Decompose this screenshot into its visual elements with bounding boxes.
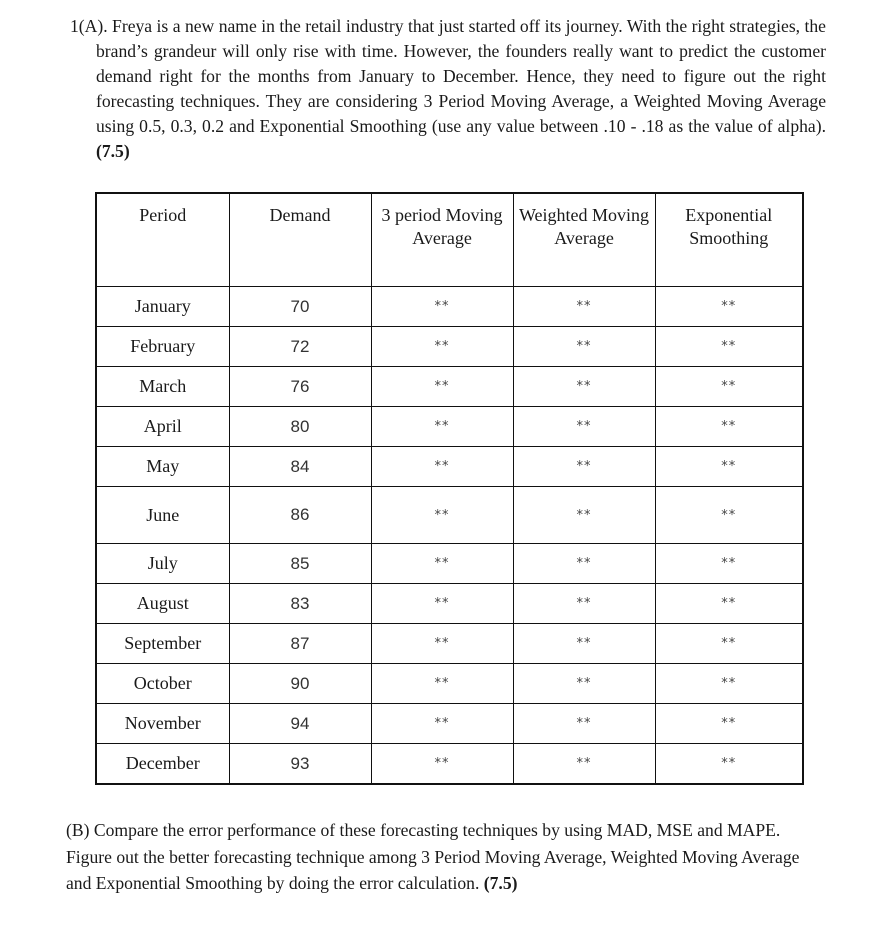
demand-cell: 72 [229, 327, 371, 367]
table-row [96, 664, 803, 704]
exponential-smoothing-cell: ** [655, 447, 803, 487]
question-a-body: 1(A). Freya is a new name in the retail industry that just started off its journey. With the right strategies, the brand’s grandeur will only rise with time. However, the founders really want to predict the customer demand right for the months from January to December. Hence, they need to figure out the right forecasting techniques. They are considering 3 Period Moving Average, a Weighted Moving Average using 0.5, 0.3, 0.2 and Exponential Smoothing (use any value between .10 - .18 as the value of alpha). [70, 16, 826, 136]
table-row [96, 624, 803, 664]
question-b-text [66, 817, 806, 897]
weighted-moving-average-cell: ** [513, 367, 655, 407]
table-row [96, 327, 803, 367]
table-row [96, 447, 803, 487]
weighted-moving-average-cell: ** [513, 487, 655, 544]
exponential-smoothing-cell: ** [655, 704, 803, 744]
moving-average-cell: ** [371, 287, 513, 327]
header-period: Period [96, 193, 229, 287]
period-cell: June [96, 487, 229, 544]
table-row [96, 287, 803, 327]
moving-average-cell: ** [371, 744, 513, 785]
weighted-moving-average-cell: ** [513, 447, 655, 487]
exponential-smoothing-cell: ** [655, 584, 803, 624]
period-cell: September [96, 624, 229, 664]
period-cell: December [96, 744, 229, 785]
weighted-moving-average-cell: ** [513, 287, 655, 327]
exponential-smoothing-cell: ** [655, 287, 803, 327]
period-cell: March [96, 367, 229, 407]
weighted-moving-average-cell: ** [513, 407, 655, 447]
exponential-smoothing-cell: ** [655, 544, 803, 584]
period-cell: November [96, 704, 229, 744]
weighted-moving-average-cell: ** [513, 327, 655, 367]
question-a-marks: (7.5) [96, 141, 130, 161]
moving-average-cell: ** [371, 544, 513, 584]
period-cell: May [96, 447, 229, 487]
weighted-moving-average-cell: ** [513, 624, 655, 664]
exponential-smoothing-cell: ** [655, 367, 803, 407]
forecast-table [95, 192, 804, 785]
period-cell: February [96, 327, 229, 367]
moving-average-cell: ** [371, 367, 513, 407]
table-row [96, 407, 803, 447]
exponential-smoothing-cell: ** [655, 664, 803, 704]
period-cell: October [96, 664, 229, 704]
demand-cell: 83 [229, 584, 371, 624]
weighted-moving-average-cell: ** [513, 704, 655, 744]
exponential-smoothing-cell: ** [655, 407, 803, 447]
exponential-smoothing-cell: ** [655, 327, 803, 367]
demand-cell: 93 [229, 744, 371, 785]
header-exponential-smoothing: Exponential Smoothing [655, 193, 803, 287]
table-row [96, 744, 803, 785]
moving-average-cell: ** [371, 584, 513, 624]
demand-cell: 70 [229, 287, 371, 327]
table-body [96, 287, 803, 785]
demand-cell: 94 [229, 704, 371, 744]
demand-cell: 85 [229, 544, 371, 584]
demand-cell: 76 [229, 367, 371, 407]
period-cell: July [96, 544, 229, 584]
moving-average-cell: ** [371, 407, 513, 447]
demand-cell: 84 [229, 447, 371, 487]
exponential-smoothing-cell: ** [655, 624, 803, 664]
weighted-moving-average-cell: ** [513, 584, 655, 624]
table-row [96, 367, 803, 407]
demand-cell: 80 [229, 407, 371, 447]
table-row [96, 544, 803, 584]
moving-average-cell: ** [371, 704, 513, 744]
table-row [96, 704, 803, 744]
header-3-period-moving-average: 3 period Moving Average [371, 193, 513, 287]
period-cell: August [96, 584, 229, 624]
weighted-moving-average-cell: ** [513, 664, 655, 704]
question-a-text [70, 14, 826, 164]
moving-average-cell: ** [371, 327, 513, 367]
table-row [96, 487, 803, 544]
period-cell: April [96, 407, 229, 447]
period-cell: January [96, 287, 229, 327]
moving-average-cell: ** [371, 487, 513, 544]
exponential-smoothing-cell: ** [655, 487, 803, 544]
table-row [96, 584, 803, 624]
exponential-smoothing-cell: ** [655, 744, 803, 785]
moving-average-cell: ** [371, 624, 513, 664]
weighted-moving-average-cell: ** [513, 544, 655, 584]
weighted-moving-average-cell: ** [513, 744, 655, 785]
demand-cell: 87 [229, 624, 371, 664]
question-b-marks: (7.5) [483, 873, 518, 893]
header-weighted-moving-average: Weighted Moving Average [513, 193, 655, 287]
question-b-body: (B) Compare the error performance of these forecasting techniques by using MAD, MSE and MAPE. Figure out the better forecasting technique among 3 Period Moving Average, Weighted Moving Average and Exponential Smoothing by doing the error calculation. [66, 820, 800, 893]
demand-cell: 86 [229, 487, 371, 544]
demand-cell: 90 [229, 664, 371, 704]
table-header-row [96, 193, 803, 287]
moving-average-cell: ** [371, 664, 513, 704]
header-demand: Demand [229, 193, 371, 287]
moving-average-cell: ** [371, 447, 513, 487]
